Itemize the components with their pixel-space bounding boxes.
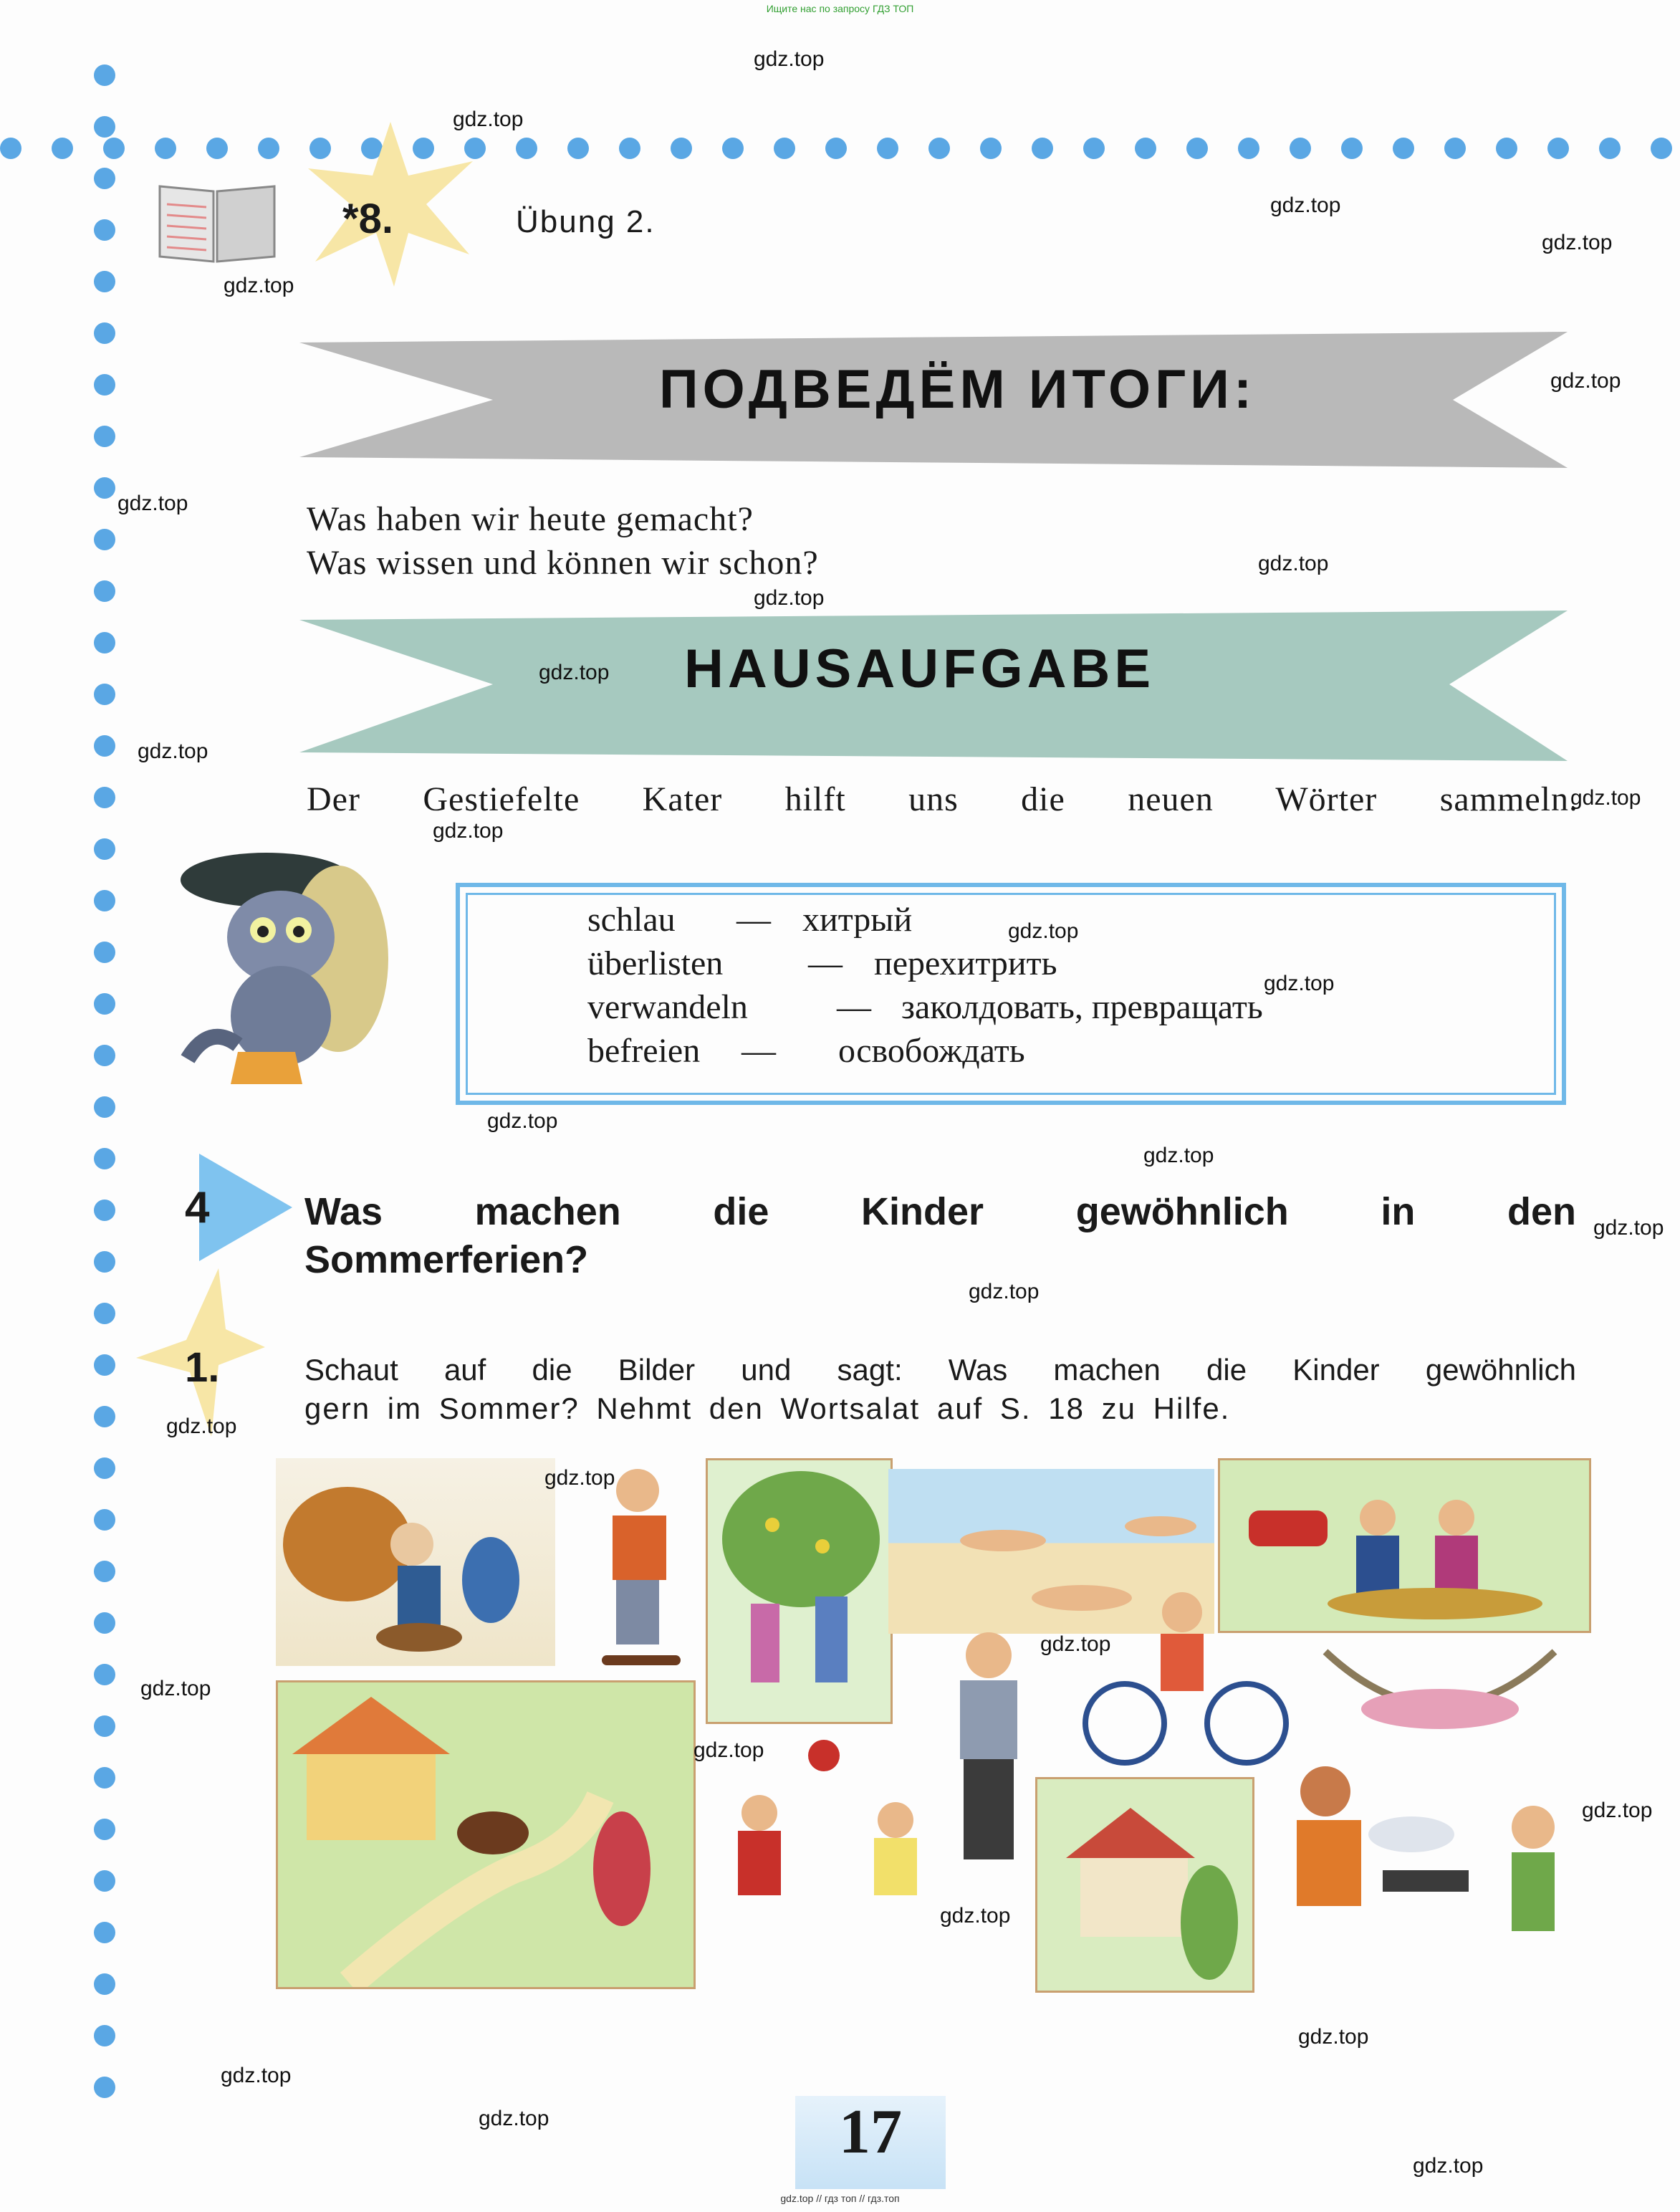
watermark: gdz.top bbox=[1270, 193, 1341, 217]
border-dot bbox=[1238, 138, 1259, 159]
border-dot bbox=[94, 374, 115, 396]
page-number: 17 bbox=[839, 2097, 902, 2167]
border-dot bbox=[1599, 138, 1621, 159]
question-line-1: Was haben wir heute gemacht? bbox=[307, 500, 754, 538]
illustration-mushroom-picking bbox=[276, 1458, 555, 1666]
illustration-fruit-picking bbox=[706, 1458, 893, 1724]
border-dot bbox=[94, 219, 115, 241]
watermark: gdz.top bbox=[754, 47, 825, 71]
vocab-german-word: überlisten bbox=[587, 944, 724, 982]
watermark: gdz.top bbox=[1542, 231, 1613, 254]
section-title-line-1: Was machen die Kinder gewöhnlich in den bbox=[304, 1190, 1576, 1233]
border-dot bbox=[722, 138, 744, 159]
question-line-2: Was wissen und können wir schon? bbox=[307, 544, 819, 582]
border-dot bbox=[155, 138, 176, 159]
border-dot bbox=[1341, 138, 1363, 159]
border-dot bbox=[516, 138, 537, 159]
illustration-amusement-park bbox=[276, 1680, 696, 1989]
border-dot bbox=[94, 1406, 115, 1427]
vocab-german-word: verwandeln bbox=[587, 988, 748, 1026]
border-dot bbox=[94, 1922, 115, 1943]
illustration-cycling bbox=[1075, 1576, 1304, 1770]
border-dot bbox=[1186, 138, 1208, 159]
border-dot bbox=[567, 138, 589, 159]
book-icon bbox=[156, 183, 278, 265]
watermark: gdz.top bbox=[479, 2107, 549, 2130]
watermark: gdz.top bbox=[1593, 1216, 1664, 1240]
vocab-russian-translation: освобождать bbox=[838, 1032, 1025, 1070]
vocab-russian-translation: перехитрить bbox=[874, 944, 1057, 982]
border-dot bbox=[52, 138, 73, 159]
illustration-barbecue bbox=[1261, 1748, 1598, 1988]
border-dot bbox=[825, 138, 847, 159]
border-dot bbox=[619, 138, 640, 159]
border-dot bbox=[94, 1870, 115, 1892]
watermark: gdz.top bbox=[1582, 1799, 1653, 1822]
kater-sentence: Der Gestiefelte Kater hilft uns die neuen Wörter sammeln. bbox=[307, 780, 1578, 818]
border-dot bbox=[1083, 138, 1105, 159]
vocab-german-word: befreien bbox=[587, 1032, 701, 1070]
border-dot bbox=[94, 1973, 115, 1995]
border-dot bbox=[1393, 138, 1414, 159]
border-dot bbox=[94, 632, 115, 653]
illustration-rollerblader bbox=[924, 1623, 1053, 1888]
border-dot bbox=[94, 1251, 115, 1273]
border-dot bbox=[1496, 138, 1517, 159]
border-dot bbox=[980, 138, 1002, 159]
puss-in-boots-illustration bbox=[159, 837, 403, 1095]
border-dot bbox=[94, 735, 115, 757]
border-dot bbox=[94, 1096, 115, 1118]
border-dot bbox=[928, 138, 950, 159]
exercise-number: *8. bbox=[342, 196, 393, 242]
section-arrow-icon bbox=[199, 1154, 292, 1261]
banner-homework-text: HAUSAUFGABE bbox=[684, 638, 1156, 699]
border-dot bbox=[94, 1715, 115, 1737]
watermark: gdz.top bbox=[1264, 972, 1335, 995]
watermark: gdz.top bbox=[117, 492, 188, 515]
border-dot bbox=[94, 1664, 115, 1685]
watermark: gdz.top bbox=[539, 661, 610, 684]
border-dot bbox=[94, 1767, 115, 1789]
section-number: 4 bbox=[185, 1183, 210, 1232]
watermark: gdz.top bbox=[224, 274, 294, 297]
watermark: gdz.top bbox=[1008, 919, 1079, 943]
vocab-dash: — bbox=[741, 1032, 776, 1070]
watermark: gdz.top bbox=[1413, 2154, 1484, 2178]
border-dot bbox=[94, 2077, 115, 2098]
border-dot bbox=[1032, 138, 1053, 159]
border-dot bbox=[94, 838, 115, 860]
border-dot bbox=[94, 580, 115, 602]
border-dot bbox=[258, 138, 279, 159]
section-title-line-2: Sommerferien? bbox=[304, 1238, 589, 1281]
vocab-dash: — bbox=[837, 988, 871, 1026]
watermark: gdz.top bbox=[754, 586, 825, 610]
vocab-dash: — bbox=[736, 901, 771, 939]
border-dot bbox=[1547, 138, 1569, 159]
exercise-1-line-1: Schaut auf die Bilder und sagt: Was machen die Kinder gewöhnlich bbox=[304, 1353, 1576, 1387]
border-dot bbox=[94, 1200, 115, 1221]
border-dot bbox=[94, 1612, 115, 1634]
watermark: gdz.top bbox=[1298, 2025, 1369, 2049]
watermark: gdz.top bbox=[1550, 369, 1621, 393]
border-dot bbox=[94, 1457, 115, 1479]
watermark: gdz.top bbox=[487, 1109, 558, 1133]
border-dot bbox=[94, 426, 115, 447]
border-dot bbox=[94, 1045, 115, 1066]
illustration-garden-house bbox=[1035, 1777, 1254, 1993]
vocab-russian-translation: заколдовать, превращать bbox=[901, 988, 1263, 1026]
watermark: gdz.top bbox=[693, 1738, 764, 1762]
border-dot bbox=[94, 1354, 115, 1376]
border-dot bbox=[1444, 138, 1466, 159]
watermark: gdz.top bbox=[140, 1677, 211, 1700]
watermark: gdz.top bbox=[166, 1414, 237, 1438]
exercise-1-line-2: gern im Sommer? Nehmt den Wortsalat auf S. 18 zu Hilfe. bbox=[304, 1392, 1231, 1425]
exercise-1-number: 1. bbox=[185, 1344, 220, 1391]
border-dot bbox=[94, 890, 115, 911]
border-dot bbox=[94, 64, 115, 86]
vocab-russian-translation: хитрый bbox=[802, 901, 913, 939]
border-dot bbox=[94, 787, 115, 808]
border-dot bbox=[94, 271, 115, 292]
border-dot bbox=[94, 1509, 115, 1531]
border-dot bbox=[94, 2025, 115, 2046]
border-dot bbox=[1651, 138, 1672, 159]
border-dot bbox=[0, 138, 21, 159]
watermark: gdz.top bbox=[1258, 552, 1329, 575]
banner-summary-text: ПОДВЕДЁМ ИТОГИ: bbox=[659, 359, 1257, 420]
watermark: gdz.top bbox=[433, 819, 504, 843]
border-dot bbox=[94, 1303, 115, 1324]
watermark: gdz.top bbox=[1570, 786, 1641, 810]
border-dot bbox=[1135, 138, 1156, 159]
border-dot bbox=[671, 138, 692, 159]
border-dot bbox=[94, 168, 115, 189]
border-dot bbox=[94, 993, 115, 1015]
border-dot bbox=[94, 1819, 115, 1840]
watermark: gdz.top bbox=[1040, 1632, 1111, 1656]
bottom-note: gdz.top // гдз топ // гдз.топ bbox=[780, 2193, 900, 2204]
border-dot bbox=[94, 322, 115, 344]
top-note: Ищите нас по запросу ГДЗ ТОП bbox=[766, 3, 914, 14]
border-dot bbox=[877, 138, 898, 159]
watermark: gdz.top bbox=[544, 1466, 615, 1490]
watermark: gdz.top bbox=[138, 739, 208, 763]
watermark: gdz.top bbox=[221, 2064, 292, 2087]
watermark: gdz.top bbox=[453, 107, 524, 131]
border-dot bbox=[94, 1561, 115, 1582]
border-dot bbox=[94, 529, 115, 550]
border-dot bbox=[94, 684, 115, 705]
border-dot bbox=[94, 1148, 115, 1169]
vocab-dash: — bbox=[808, 944, 843, 982]
border-dot bbox=[206, 138, 228, 159]
border-dot bbox=[94, 942, 115, 963]
watermark: gdz.top bbox=[969, 1280, 1040, 1303]
border-dot bbox=[94, 116, 115, 138]
exercise-reference: Übung 2. bbox=[516, 204, 656, 239]
border-dot bbox=[94, 477, 115, 499]
illustration-skateboarder bbox=[566, 1462, 709, 1677]
border-dot bbox=[103, 138, 125, 159]
vocab-german-word: schlau bbox=[587, 901, 676, 939]
border-dot bbox=[774, 138, 795, 159]
watermark: gdz.top bbox=[940, 1904, 1011, 1928]
watermark: gdz.top bbox=[1143, 1144, 1214, 1167]
border-dot bbox=[1290, 138, 1311, 159]
